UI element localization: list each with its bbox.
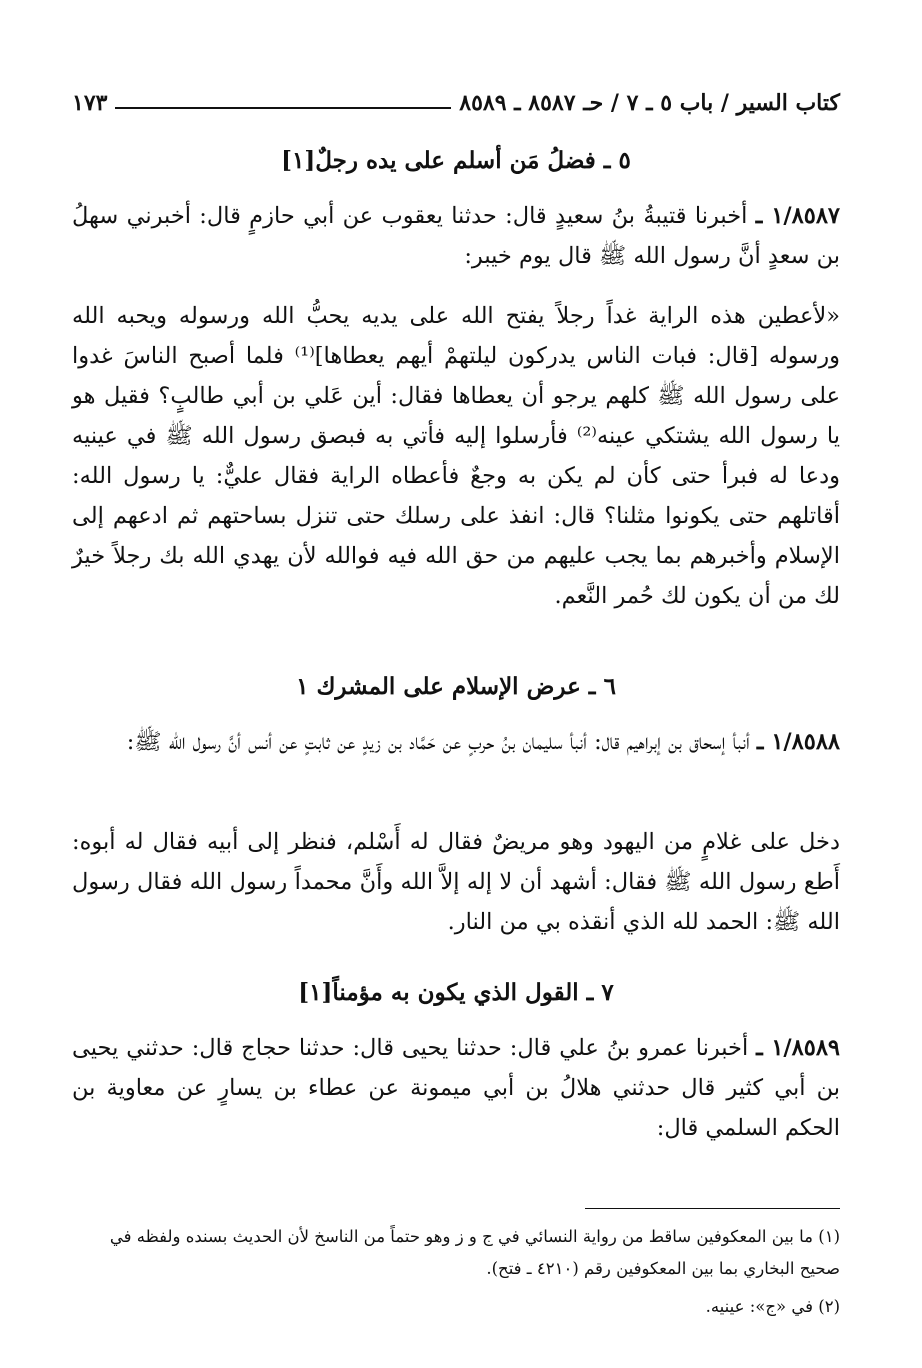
running-header (72, 80, 840, 116)
section-title-7: ٧ ـ القول الذي يكون به مؤمناً[١] (298, 979, 614, 1006)
page-number: ١٧٣ (72, 90, 108, 116)
isnad-text: أخبرنا عمرو بنُ علي قال: حدثنا يحيى قال: حدثنا حجاج قال: حدثني يحيى بن أبي كثير قال حدثني هلالُ بن أبي ميمونة عن عطاء بن يسارٍ عن معاوية بن الحكم السلمي قال: (72, 1035, 840, 1141)
header-rule (115, 107, 451, 109)
hadith-8587-matn: «لأعطين هذه الراية غداً رجلاً يفتح الله على يديه يحبُّ الله ورسوله ويحبه الله ورسوله [قال: فبات الناس يدركون ليلتهمْ أيهم يعطاها]⁽¹⁾ فلما أصبح الناسَ غدوا على رسول الله ﷺ كلهم يرجو أن يعطاها فقال: أين عَلي بن أبي طالبٍ؟ فقيل هو يا رسول الله يشتكي عينه⁽²⁾ فأرسلوا إليه فأتي به فبصق رسول الله ﷺ في عينيه ودعا له فبرأ حتى كأن لم يكن به وجعٌ فأعطاه الراية فقال عليٌّ: يا رسول الله: أقاتلهم حتى يكونوا مثلنا؟ قال: انفذ على رسلك حتى تنزل بساحتهم ثم ادعهم إلى الإسلام وأخبرهم بما يجب عليهم من حق الله فيه فوالله لأن يهدي الله بك رجلاً خيرٌ لك من أن يكون لك حُمر النَّعم. (72, 303, 840, 609)
hadith-8588-isnad (72, 722, 840, 762)
isnad-text: أخبرنا قتيبةُ بنُ سعيدٍ قال: حدثنا يعقوب عن أبي حازمٍ قال: أخبرني سهلُ بن سعدٍ أنَّ رسول الله ﷺ قال يوم خيبر: (72, 203, 840, 269)
footnote-2-line1: (٢) في «ج»: عينيه. (705, 1297, 840, 1316)
section-title-6: ٦ ـ عرض الإسلام على المشرك ١ (296, 673, 616, 700)
footnote-1-line2: صحيح البخاري بما بين المعكوفين رقم (٤٢١٠ ـ فتح). (486, 1259, 840, 1278)
hadith-number: ١/٨٥٨٩ ـ (756, 1035, 840, 1061)
section-title-5: ٥ ـ فضلُ مَن أسلم على يده رجلٌ[١] (281, 147, 631, 174)
hadith-8587-isnad (72, 196, 840, 276)
hadith-8589-isnad (72, 1028, 840, 1148)
hadith-number: ١/٨٥٨٧ ـ (755, 203, 840, 229)
hadith-8588-matn: دخل على غلامٍ من اليهود وهو مريضٌ فقال له أَسْلم، فنظر إلى أبيه فقال له أبوه: أَطع رسول الله ﷺ فقال: أشهد أن لا إله إلاَّ الله وأَنَّ محمداً رسول الله فقال رسول الله ﷺ: الحمد لله الذي أنقذه بي من النار. (72, 829, 840, 935)
header-title: كتاب السير / باب ٥ ـ ٧ / حـ ٨٥٨٧ ـ ٨٥٨٩ (459, 90, 840, 116)
footnote-2 (72, 1292, 840, 1322)
isnad-text: أنبأ إسحاق بن إبراهيم قال: أنبأ سليمان بنُ حربٍ عن حَمَّاد بن زيدٍ عن ثابتٍ عن أنس أنَّ رسول الله ﷺ: (126, 729, 750, 755)
footnote-1-continued (72, 1254, 870, 1284)
footnote-rule (585, 1208, 840, 1209)
hadith-number: ١/٨٥٨٨ ـ (756, 729, 840, 755)
footnote-1 (72, 1222, 840, 1252)
footnote-1-line1: (١) ما بين المعكوفين ساقط من رواية النسائي في ج و ز وهو حتماً من الناسخ لأن الحديث بسنده ولفظه في (109, 1227, 840, 1246)
